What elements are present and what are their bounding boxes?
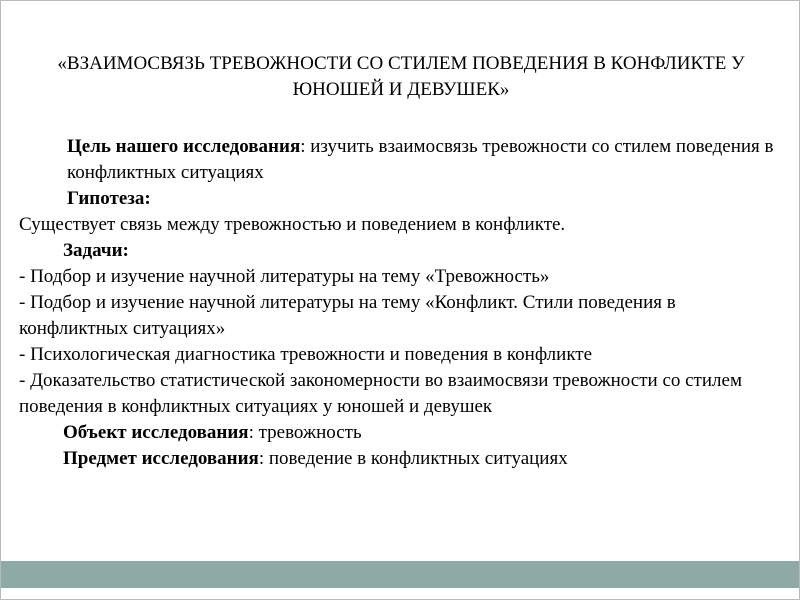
subject-label: Предмет исследования [63,448,259,469]
subject-text: : поведение в конфликтных ситуациях [258,448,568,469]
task-item: - Подбор и изучение научной литературы на тему «Тревожность» [19,266,550,287]
slide-title: «ВЗАИМОСВЯЗЬ ТРЕВОЖНОСТИ СО СТИЛЕМ ПОВЕДЕНИЯ В КОНФЛИКТЕ У ЮНОШЕЙ И ДЕВУШЕК» [57,53,745,100]
task-item: - Подбор и изучение научной литературы на тему «Конфликт. Стили поведения в конфликтных ситуациях» [19,292,676,339]
task-item: - Доказательство статистической закономерности во взаимосвязи тревожности со стилем поведения в конфликтных ситуациях у юношей и девушек [19,370,742,417]
goal-text: : изучить взаимосвязь тревожности со стилем поведения в конфликтных ситуациях [67,136,774,183]
subject-paragraph [19,446,789,472]
hypothesis-text: Существует связь между тревожностью и поведением в конфликте. [19,214,566,235]
task-item: - Психологическая диагностика тревожности и поведения в конфликте [19,344,593,365]
slide-body [19,134,789,472]
goal-label: Цель нашего исследования [67,136,301,157]
footer-bar [1,561,799,588]
object-text: : тревожность [248,422,362,443]
object-label: Объект исследования [63,422,249,443]
tasks-label: Задачи: [63,240,129,261]
hypothesis-label: Гипотеза: [67,188,151,209]
goal-paragraph [19,134,789,186]
object-paragraph [19,420,789,446]
